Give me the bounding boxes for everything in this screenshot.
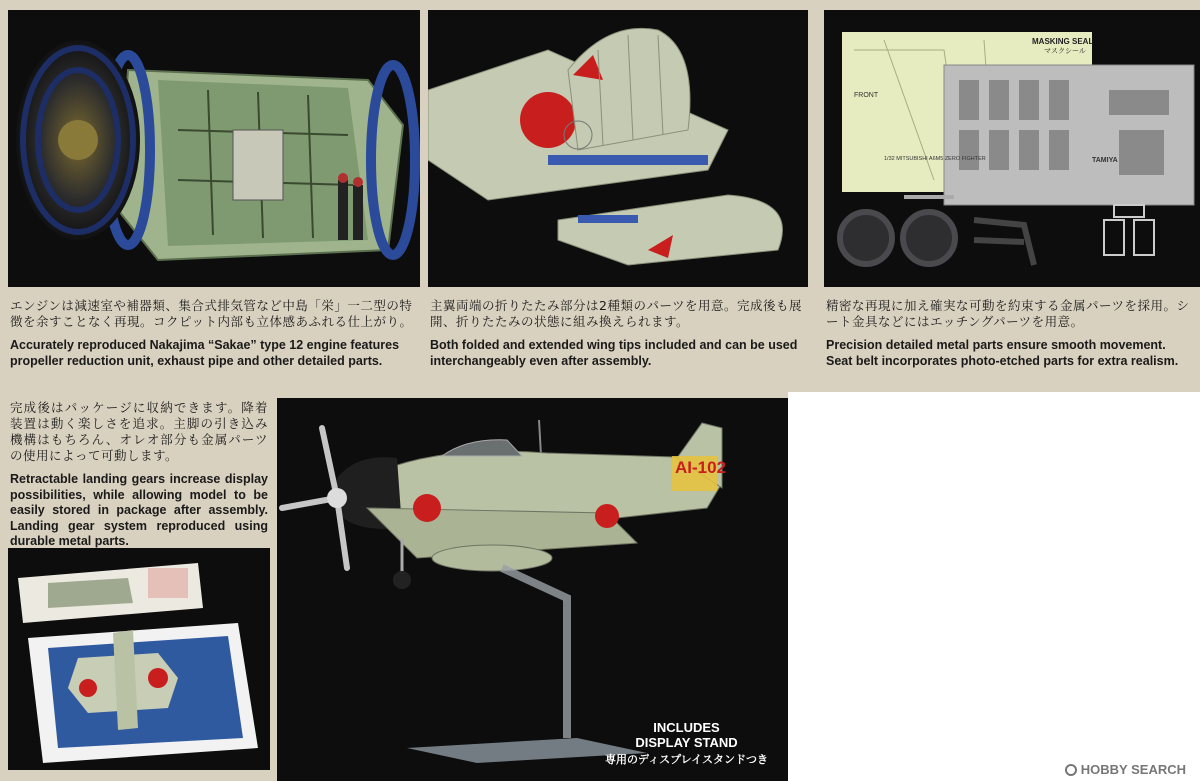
stand-label-line1: INCLUDES: [653, 720, 720, 735]
wing-illustration: [428, 10, 808, 287]
stand-label-line2: DISPLAY STAND: [635, 735, 738, 750]
hobby-search-logo-icon: [1065, 764, 1077, 776]
gear-caption-jp: 完成後はパッケージに収納できます。降着装置は動く楽しさを追求。主脚の引き込み機構はもちろん、オレオ部分も金属パーツの使用によって可動します。: [10, 400, 268, 463]
watermark-text: HOBBY SEARCH: [1080, 762, 1186, 777]
front-label: FRONT: [854, 92, 879, 99]
engine-caption-jp: エンジンは減速室や補器類、集合式排気管など中島「栄」一二型の特徴を余すことなく再現。コクピット内部も立体感あふれる仕上がり。: [10, 298, 413, 329]
metal-parts-photo: [824, 10, 1200, 287]
watermark: [1065, 762, 1186, 777]
package-photo: [8, 548, 270, 770]
package-illustration: [8, 548, 270, 770]
gear-caption-en: Retractable landing gears increase display possibilities, while allowing model to be easily stored in package after assembly. Landing gear system reproduced using durable metal parts.: [10, 472, 268, 548]
fret-label: 1/32 MITSUBISHI A6M5 ZERO FIGHTER: [884, 156, 986, 162]
wing-caption-jp: 主翼両端の折りたたみ部分は2種類のパーツを用意。完成後も展開、折りたたみの状態に組み換えられます。: [430, 298, 802, 329]
masking-seal-label-jp: マスクシール: [1044, 47, 1086, 55]
stand-label-jp: 専用のディスプレイスタンドつき: [604, 753, 768, 766]
gear-caption: [10, 400, 268, 550]
hinomaru-wing: [520, 92, 576, 148]
metal-caption-jp: 精密な再現に加え確実な可動を約束する金属パーツを採用。シート金具などにはエッチングパーツを用意。: [826, 298, 1190, 329]
stand-label: [605, 720, 768, 767]
engine-caption: [10, 298, 420, 369]
wing-caption: [430, 298, 808, 369]
engine-photo: [8, 10, 420, 287]
metal-caption-en: Precision detailed metal parts ensure smooth movement. Seat belt incorporates photo-etched parts for extra realism.: [826, 338, 1179, 368]
aircraft-stand-photo: [277, 398, 788, 781]
engine-caption-en: Accurately reproduced Nakajima “Sakae” type 12 engine features propeller reduction unit, exhaust pipe and other detailed parts.: [10, 338, 400, 368]
wing-photo: [428, 10, 808, 287]
wing-caption-en: Both folded and extended wing tips included and can be used interchangeably even after assembly.: [430, 338, 798, 368]
engine-illustration: [8, 10, 420, 287]
tail-code: AI-102: [675, 458, 727, 477]
masking-seal-label: MASKING SEAL: [1032, 37, 1094, 46]
metal-caption: [826, 298, 1192, 369]
blank-area: [788, 392, 1200, 781]
seat-shape: [233, 130, 283, 200]
fret-brand: TAMIYA: [1092, 157, 1118, 164]
hinomaru-fuselage: [413, 494, 441, 522]
metal-parts-illustration: [824, 10, 1200, 287]
